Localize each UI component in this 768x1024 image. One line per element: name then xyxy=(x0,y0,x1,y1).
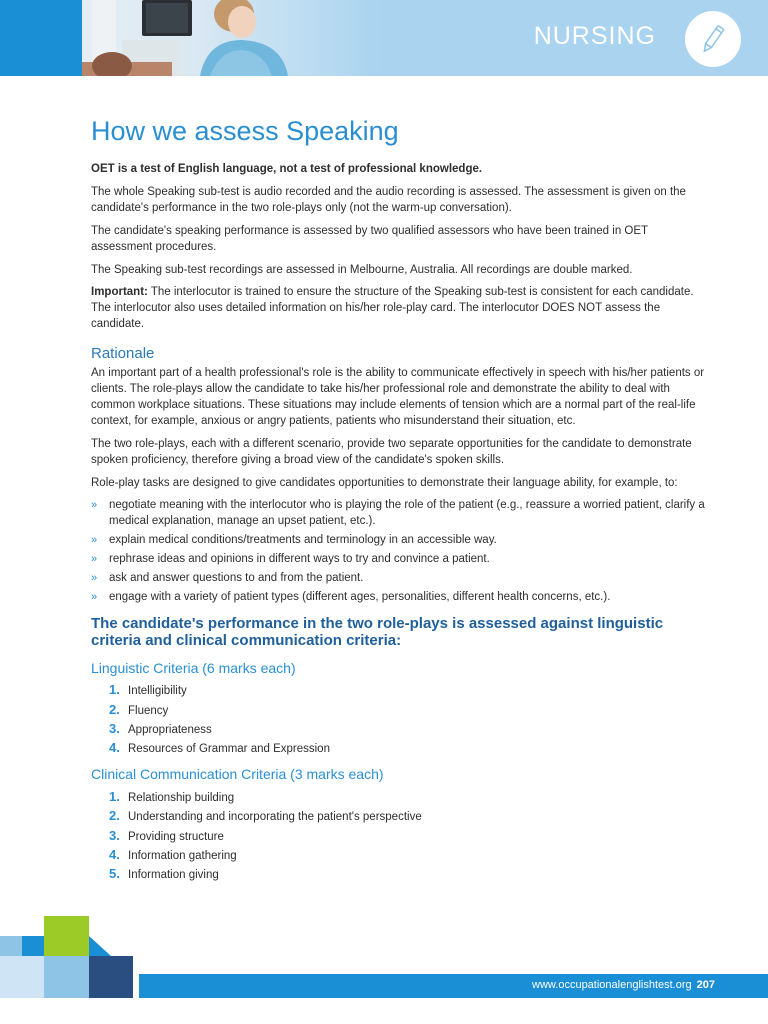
decor-square-pale xyxy=(0,956,44,998)
footer-text xyxy=(532,979,715,991)
bullet-marker: » xyxy=(91,534,98,546)
important-text: The interlocutor is trained to ensure the structure of the Speaking sub-test is consistent for each candidate. The interlocutor also uses detailed information on his/her role-play card. The interlocutor DOES NOT assess the candidate. xyxy=(91,286,694,330)
footer-url[interactable]: www.occupationalenglishtest.org xyxy=(532,979,692,991)
header-section-title: NURSING xyxy=(533,22,656,50)
header-photo xyxy=(82,0,382,76)
header-icon-badge xyxy=(685,11,741,67)
rationale-bullet: » ask and answer questions to and from the patient. xyxy=(91,572,364,584)
clinical-criteria-item: 4. Information gathering xyxy=(109,847,237,862)
rationale-bullet: » explain medical conditions/treatments and terminology in an accessible way. xyxy=(91,534,497,546)
decor-triangle xyxy=(89,936,111,956)
clinical-criteria-item: 5. Information giving xyxy=(109,866,219,881)
intro-paragraph-2: The candidate's speaking performance is assessed by two qualified assessors who have been trained in OET assessment procedures. xyxy=(91,225,648,253)
decor-square-lightblue xyxy=(0,936,22,956)
pencil-icon xyxy=(685,11,741,67)
decor-square-navy xyxy=(89,956,133,998)
rationale-bullet: » engage with a variety of patient types (different ages, personalities, different health concerns, etc.). xyxy=(91,591,611,603)
nurse-photo-illustration xyxy=(82,0,382,76)
rationale-paragraph-2: The two role-plays, each with a different scenario, provide two separate opportunities for the candidate to demonstrate spoken proficiency, therefore giving a broad view of the candidate's spoken skills. xyxy=(91,438,692,466)
bullet-marker: » xyxy=(91,553,98,565)
rationale-bullet: » rephrase ideas and opinions in different ways to try and convince a patient. xyxy=(91,553,490,565)
important-label: Important: xyxy=(91,286,148,298)
clinical-criteria-item: 3. Providing structure xyxy=(109,828,224,843)
linguistic-criteria-item: 3. Appropriateness xyxy=(109,721,212,736)
decor-square-lime xyxy=(44,916,89,956)
page-header xyxy=(0,0,768,76)
bullet-marker: » xyxy=(91,499,98,511)
bullet-marker: » xyxy=(91,591,98,603)
bullet-marker: » xyxy=(91,572,98,584)
clinical-criteria-heading: Clinical Communication Criteria (3 marks each) xyxy=(91,766,384,782)
linguistic-criteria-item: 2. Fluency xyxy=(109,702,169,717)
footer-bar xyxy=(139,974,768,998)
rationale-bullet: » negotiate meaning with the interlocutor who is playing the role of the patient (e.g., reassure a worried patient, clarify a medical explanation, manage an upset patient, etc.). xyxy=(91,499,705,527)
important-note xyxy=(91,284,706,332)
criteria-intro-heading: The candidate's performance in the two role-plays is assessed against linguistic criteria and clinical communication criteria: xyxy=(91,615,664,649)
rationale-paragraph-3: Role-play tasks are designed to give candidates opportunities to demonstrate their language ability, for example, to: xyxy=(91,477,678,489)
header-blue-block xyxy=(0,0,82,76)
page-title: How we assess Speaking xyxy=(91,116,399,146)
intro-lead: OET is a test of English language, not a test of professional knowledge. xyxy=(91,163,483,175)
rationale-heading: Rationale xyxy=(91,345,155,362)
linguistic-criteria-heading: Linguistic Criteria (6 marks each) xyxy=(91,660,296,676)
clinical-criteria-item: 1. Relationship building xyxy=(109,789,235,804)
linguistic-criteria-item: 4. Resources of Grammar and Expression xyxy=(109,740,330,755)
page-number: 207 xyxy=(696,979,715,991)
intro-paragraph-1: The whole Speaking sub-test is audio recorded and the audio recording is assessed. The assessment is given on the candidate's performance in the two role-plays only (not the warm-up conversation). xyxy=(91,186,686,214)
rationale-paragraph-1: An important part of a health professional's role is the ability to communicate effectively in speech with his/her patients or clients. The role-plays allow the candidate to take his/her professional role and demonstrate the ability to deal with common workplace situations. These situations may include elements of tension which are a normal part of the real-life context, for example, anxious or angry patients, patients who misunderstand their situation, etc. xyxy=(91,367,705,427)
decor-square-blue xyxy=(22,936,44,956)
decor-square-sky xyxy=(44,956,89,998)
linguistic-criteria-item: 1. Intelligibility xyxy=(109,682,187,697)
intro-paragraph-3: The Speaking sub-test recordings are assessed in Melbourne, Australia. All recordings are double marked. xyxy=(91,264,633,276)
clinical-criteria-item: 2. Understanding and incorporating the patient's perspective xyxy=(109,808,422,823)
